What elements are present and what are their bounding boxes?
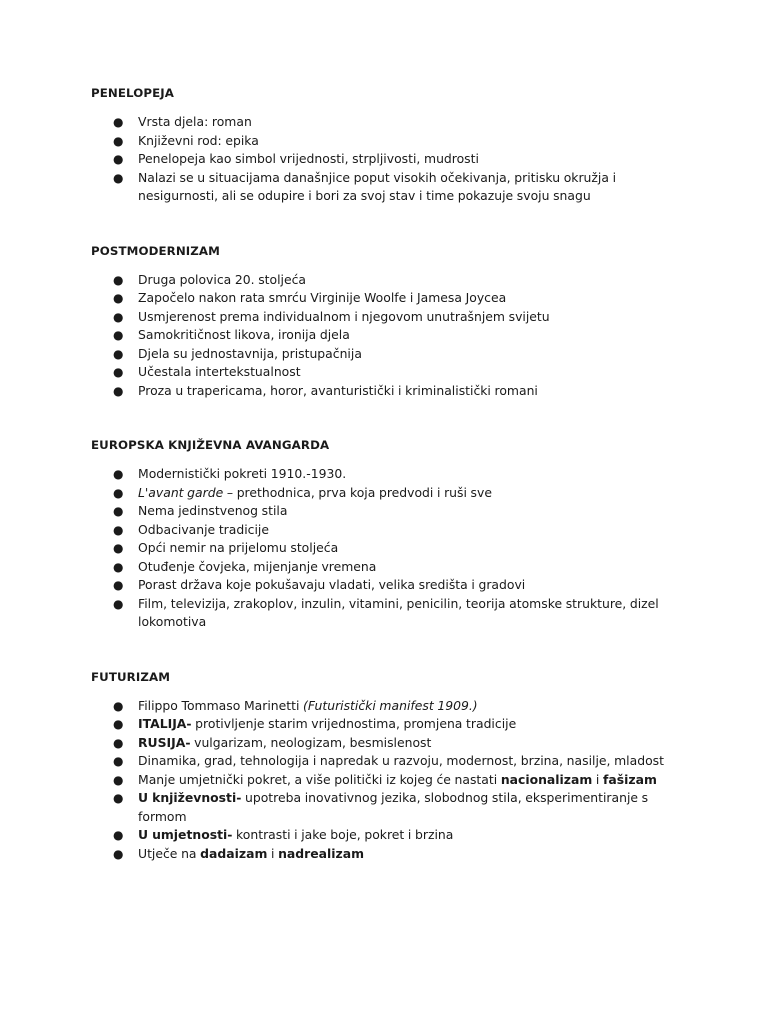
item-text: Druga polovica 20. stoljeća (138, 271, 307, 287)
bullet-list (91, 113, 671, 206)
bullet-icon: ● (113, 772, 124, 787)
bullet-icon: ● (113, 717, 124, 731)
item-text: Otuđenje čovjeka, mijenjanje vremena (138, 558, 377, 574)
list-item (91, 132, 671, 151)
list-item (91, 576, 671, 595)
list-item (91, 521, 671, 540)
bullet-icon: ● (113, 485, 124, 500)
item-text: upotreba inovativnog jezika, slobodnog stila, eksperimentiranje s formom (138, 790, 649, 824)
item-text: Književni rod: epika (138, 132, 259, 148)
list-item (91, 502, 671, 521)
bullet-icon: ● (113, 504, 124, 518)
item-text: – prethodnica, prva koja predvodi i ruši sve (223, 484, 492, 500)
item-text: Učestala intertekstualnost (138, 364, 301, 379)
item-text-bold: nacionalizam (500, 771, 593, 787)
section-postmodernizam (91, 242, 671, 401)
item-text: Porast država koje pokušavaju vladati, velika središta i gradovi (138, 577, 526, 592)
item-text-bold: U umjetnosti- (138, 827, 233, 842)
list-item (91, 484, 671, 503)
bullet-icon: ● (113, 754, 124, 768)
list-item (91, 289, 671, 308)
item-text: Nalazi se u situacijama današnjice poput visokih očekivanja, pritisku okružja i nesigurnosti, ali se odupire i bori za svoj stav i time pokazuje svoju snagu (138, 169, 617, 203)
item-text: Utječe na (138, 845, 201, 861)
item-text: i (267, 845, 279, 861)
bullet-icon: ● (113, 578, 124, 592)
list-item (91, 382, 671, 401)
item-text-italic: L'avant garde (138, 484, 224, 500)
bullet-icon: ● (113, 541, 124, 555)
list-item (91, 271, 671, 290)
item-text: Djela su jednostavnija, pristupačnija (138, 345, 362, 361)
bullet-icon: ● (113, 735, 124, 750)
item-text-bold: U književnosti- (138, 790, 242, 805)
item-text-bold: ITALIJA- (138, 716, 192, 731)
bullet-icon: ● (113, 698, 124, 713)
item-text: Film, televizija, zrakoplov, inzulin, vitamini, penicilin, teorija atomske strukture, dizel lokomotiva (138, 595, 659, 629)
section-title: PENELOPEJA (91, 86, 174, 100)
list-item (91, 789, 671, 826)
item-text: protivljenje starim vrijednostima, promjena tradicije (191, 716, 517, 731)
list-item (91, 308, 671, 327)
list-item (91, 826, 671, 845)
list-item (91, 697, 671, 716)
bullet-icon: ● (113, 309, 124, 324)
item-text: Vrsta djela: roman (138, 114, 252, 129)
list-item (91, 150, 671, 169)
bullet-icon: ● (113, 596, 124, 611)
item-text: Modernistički pokreti 1910.-1930. (138, 466, 347, 481)
bullet-list (91, 271, 671, 401)
bullet-icon: ● (113, 328, 124, 342)
bullet-icon: ● (113, 828, 124, 842)
item-text-bold: nadrealizam (278, 845, 364, 861)
bullet-icon: ● (113, 133, 124, 148)
section-title: EUROPSKA KNJIŽEVNA AVANGARDA (91, 438, 330, 452)
item-text: Dinamika, grad, tehnologija i napredak u razvoju, modernost, brzina, nasilje, mladost (138, 753, 664, 768)
item-text: Manje umjetnički pokret, a više politički iz kojeg će nastati (138, 771, 501, 787)
list-item (91, 771, 671, 790)
item-text: Usmjerenost prema individualnom i njegovom unutrašnjem svijetu (138, 308, 550, 324)
list-item (91, 558, 671, 577)
item-text-bold: fašizam (603, 771, 657, 787)
item-text: i (592, 771, 604, 787)
section-title: POSTMODERNIZAM (91, 243, 221, 258)
item-text-italic: (Futuristički manifest 1909.) (303, 697, 478, 713)
bullet-icon: ● (113, 846, 124, 861)
bullet-icon: ● (113, 365, 124, 379)
bullet-icon: ● (113, 346, 124, 361)
section-avangarda (91, 436, 671, 632)
list-item (91, 326, 671, 345)
item-text: Započelo nakon rata smrću Virginije Woolfe i Jamesa Joycea (138, 290, 507, 305)
section-penelopeja (91, 84, 671, 206)
list-item (91, 465, 671, 484)
item-text: Proza u trapericama, horor, avanturistički i kriminalistički romani (138, 382, 538, 398)
list-item (91, 113, 671, 132)
item-text: Odbacivanje tradicije (138, 521, 269, 537)
list-item (91, 715, 671, 734)
list-item (91, 595, 671, 632)
section-futurizam (91, 668, 671, 864)
list-item (91, 845, 671, 864)
list-item (91, 169, 671, 206)
list-item (91, 363, 671, 382)
item-text: Filippo Tommaso Marinetti (138, 697, 304, 713)
bullet-icon: ● (113, 467, 124, 481)
bullet-icon: ● (113, 170, 124, 185)
list-item (91, 345, 671, 364)
item-text: Samokritičnost likova, ironija djela (138, 327, 350, 342)
bullet-icon: ● (113, 152, 124, 166)
list-item (91, 734, 671, 753)
bullet-list (91, 697, 671, 864)
bullet-icon: ● (113, 383, 124, 398)
bullet-icon: ● (113, 559, 124, 574)
item-text-bold: RUSIJA- (138, 734, 191, 750)
section-title: FUTURIZAM (91, 669, 171, 684)
item-text: Penelopeja kao simbol vrijednosti, strpljivosti, mudrosti (138, 151, 479, 166)
bullet-icon: ● (113, 522, 124, 537)
item-text: Nema jedinstvenog stila (138, 503, 288, 518)
document-page (91, 84, 671, 863)
list-item (91, 752, 671, 771)
item-text: kontrasti i jake boje, pokret i brzina (232, 827, 454, 842)
bullet-list (91, 465, 671, 632)
bullet-icon: ● (113, 791, 124, 805)
bullet-icon: ● (113, 272, 124, 287)
item-text: Opći nemir na prijelomu stoljeća (138, 540, 339, 555)
bullet-icon: ● (113, 291, 124, 305)
bullet-icon: ● (113, 115, 124, 129)
item-text-bold: dadaizam (200, 845, 268, 861)
item-text: vulgarizam, neologizam, besmislenost (190, 734, 432, 750)
list-item (91, 539, 671, 558)
